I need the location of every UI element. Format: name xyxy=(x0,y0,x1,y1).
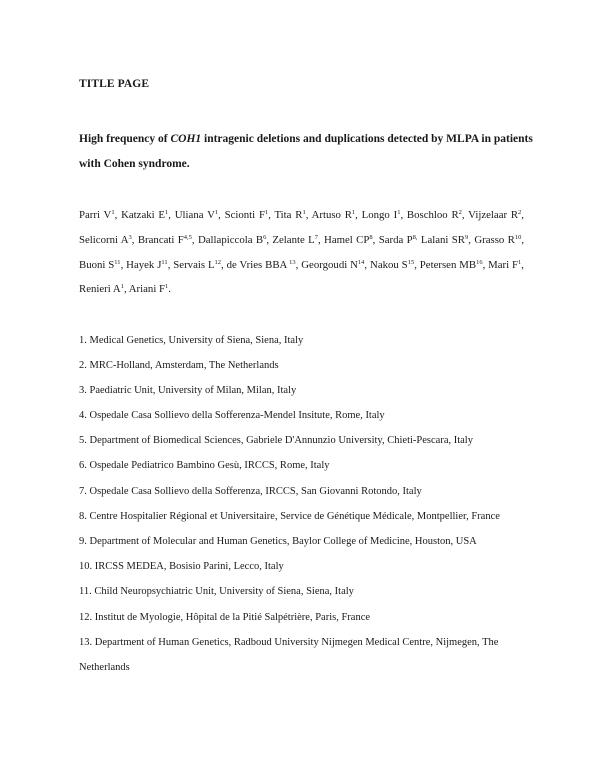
affiliation-item: 12. Institut de Myologie, Hôpital de la Pitié Salpétrière, Paris, France xyxy=(79,612,371,623)
affiliation-item: 11. Child Neuropsychiatric Unit, University of Siena, Siena, Italy xyxy=(79,586,354,597)
author-name: Parri V xyxy=(79,209,112,221)
affiliation-item: 3. Paediatric Unit, University of Milan, Milan, Italy xyxy=(79,385,297,396)
author-name: Nakou S xyxy=(370,258,408,271)
author-separator: , xyxy=(414,258,420,271)
author xyxy=(468,209,524,221)
title-gene: COH1 xyxy=(170,133,202,145)
author-separator: , xyxy=(372,233,379,246)
author-name: Servais L xyxy=(173,258,215,271)
author-separator: , xyxy=(482,258,489,271)
affiliation-item: 6. Ospedale Pediatrico Bambino Gesù, IRCCS, Rome, Italy xyxy=(79,460,330,471)
author-name: Katzaki E xyxy=(121,209,166,221)
page-heading: TITLE PAGE xyxy=(79,78,150,90)
author-separator: , xyxy=(266,233,273,246)
author-separator: , xyxy=(167,258,174,271)
author xyxy=(272,234,324,246)
title-part-1: High frequency of xyxy=(79,133,171,145)
author xyxy=(227,259,302,271)
author xyxy=(488,259,524,271)
author xyxy=(421,234,474,246)
affiliation-item: 1. Medical Genetics, University of Siena, Siena, Italy xyxy=(79,335,304,346)
author-affiliation-number: 1 xyxy=(214,209,219,216)
affiliation-item: 2. MRC-Holland, Amsterdam, The Netherlands xyxy=(79,360,279,371)
author-separator: , xyxy=(295,258,302,271)
author-affiliation-number: 12 xyxy=(214,258,222,266)
author xyxy=(126,259,173,271)
affiliation-item: 7. Ospedale Casa Sollievo della Sofferenza, IRCCS, San Giovanni Rotondo, Italy xyxy=(79,486,422,497)
author-name: Sarda P xyxy=(378,233,413,246)
author-affiliation-number: 14 xyxy=(357,258,365,266)
author-affiliation-number: 1 xyxy=(264,209,269,216)
author xyxy=(225,209,275,221)
author-name: Dallapiccola B xyxy=(197,233,264,246)
author-affiliation-number: 2 xyxy=(458,209,462,216)
author-separator: , xyxy=(521,209,524,221)
author-name: Scionti F xyxy=(224,209,265,221)
author-separator: , xyxy=(123,283,129,296)
author-affiliation-number: 11 xyxy=(161,258,168,266)
author-separator: , xyxy=(114,209,122,221)
author-name: Mari F xyxy=(488,258,519,271)
author xyxy=(420,259,488,271)
author-affiliation-number: 1 xyxy=(120,283,124,291)
author-name: Georgoudi N xyxy=(301,258,358,271)
author-affiliation-number: 1 xyxy=(397,209,401,216)
author xyxy=(407,209,468,221)
author-separator: , xyxy=(400,209,407,221)
affiliation-item: 4. Ospedale Casa Sollievo della Sofferenza-Mendel Insitute, Rome, Italy xyxy=(79,410,385,421)
author-separator: , xyxy=(168,209,175,221)
author-name: Petersen MB xyxy=(419,258,477,271)
author xyxy=(474,234,524,246)
affiliation-item: 13. Department of Human Genetics, Radboud University Nijmegen Medical Centre, Nijmegen, The Netherlands xyxy=(79,637,499,673)
author-separator: . xyxy=(168,283,171,296)
author-affiliation-number: 9 xyxy=(465,233,469,241)
author xyxy=(173,259,226,271)
author-name: Selicorni A xyxy=(79,233,129,246)
author-affiliation-number: 1 xyxy=(165,283,169,291)
title-line-1 xyxy=(79,127,533,152)
author-affiliation-number: 6 xyxy=(263,233,267,241)
author-list xyxy=(79,203,524,302)
author-affiliation-number: 2 xyxy=(518,209,522,216)
affiliation-item: 10. IRCSS MEDEA, Bosisio Parini, Lecco, Italy xyxy=(79,561,284,572)
author-affiliation-number: 11 xyxy=(114,258,121,266)
author xyxy=(175,209,225,221)
author xyxy=(129,283,171,295)
author xyxy=(362,209,407,221)
author-name: de Vries BBA xyxy=(226,258,288,271)
title-part-2: intragenic deletions and duplications detected by MLPA in patients xyxy=(201,133,533,145)
author xyxy=(301,259,370,271)
author xyxy=(274,209,311,221)
author-name: Longo I xyxy=(361,209,398,221)
author xyxy=(79,259,126,271)
author xyxy=(121,209,175,221)
author-separator: , xyxy=(317,233,325,246)
author-affiliation-number: 8, xyxy=(412,233,418,241)
author-name: Uliana V xyxy=(174,209,215,221)
author-name: Buoni S xyxy=(79,258,115,271)
author-name: Ariani F xyxy=(128,283,166,296)
author-separator: , xyxy=(218,209,225,221)
author xyxy=(379,234,421,246)
paper-title xyxy=(79,127,533,177)
author-affiliation-number: 1 xyxy=(111,209,115,216)
author-name: Renieri A xyxy=(79,283,121,296)
author-name: Brancati F xyxy=(137,233,184,246)
author xyxy=(324,234,379,246)
author-separator: , xyxy=(355,209,362,221)
author-separator: , xyxy=(221,258,227,271)
author-affiliation-number: 1 xyxy=(351,209,356,216)
author-affiliation-number: 7 xyxy=(314,233,318,241)
author-name: Lalani SR xyxy=(420,233,465,246)
author-affiliation-number: 8 xyxy=(369,233,373,241)
affiliation-item: 5. Department of Biomedical Sciences, Gabriele D'Annunzio University, Chieti-Pescara, Italy xyxy=(79,435,473,446)
author-affiliation-number: 1 xyxy=(165,209,169,216)
author-name: Hayek J xyxy=(126,258,162,271)
author-separator: , xyxy=(191,233,198,246)
author-separator: , xyxy=(521,233,525,246)
affiliation-item: 8. Centre Hospitalier Régional et Universitaire, Service de Génétique Médicale, Montpellier, France xyxy=(79,511,500,522)
author-affiliation-number: 16 xyxy=(476,258,483,266)
author-name: Grasso R xyxy=(474,233,515,246)
author-separator: , xyxy=(305,209,312,221)
author-affiliation-number: 4,5 xyxy=(183,233,192,241)
author-separator: , xyxy=(120,258,127,271)
author-name: Hamel CP xyxy=(324,233,370,246)
author-separator: , xyxy=(131,233,138,246)
title-line-2: with Cohen syndrome. xyxy=(79,158,190,170)
author xyxy=(198,234,272,246)
author xyxy=(138,234,198,246)
author-separator: , xyxy=(461,209,469,221)
author-separator: , xyxy=(364,258,371,271)
author-affiliation-number: 10 xyxy=(514,233,522,241)
author-name: Tita R xyxy=(274,209,303,221)
author-name: Artuso R xyxy=(311,209,352,221)
author xyxy=(79,209,121,221)
author xyxy=(79,283,129,295)
author-name: Vijzelaar R xyxy=(468,209,519,221)
author xyxy=(312,209,362,221)
affiliation-item: 9. Department of Molecular and Human Genetics, Baylor College of Medicine, Houston, USA xyxy=(79,536,477,547)
author-affiliation-number: 15 xyxy=(407,258,415,266)
author-affiliation-number: 3 xyxy=(128,233,132,241)
author xyxy=(79,234,138,246)
author-separator: , xyxy=(268,209,275,221)
author-affiliation-number: 1 xyxy=(302,209,306,216)
author xyxy=(370,259,420,271)
author-separator: , xyxy=(468,233,475,246)
author-name: Boschloo R xyxy=(406,209,459,221)
author-affiliation-number: 13 xyxy=(287,258,296,266)
author-name: Zelante L xyxy=(272,233,315,246)
author-separator: , xyxy=(521,258,524,271)
author-affiliation-number: 1 xyxy=(518,258,522,266)
